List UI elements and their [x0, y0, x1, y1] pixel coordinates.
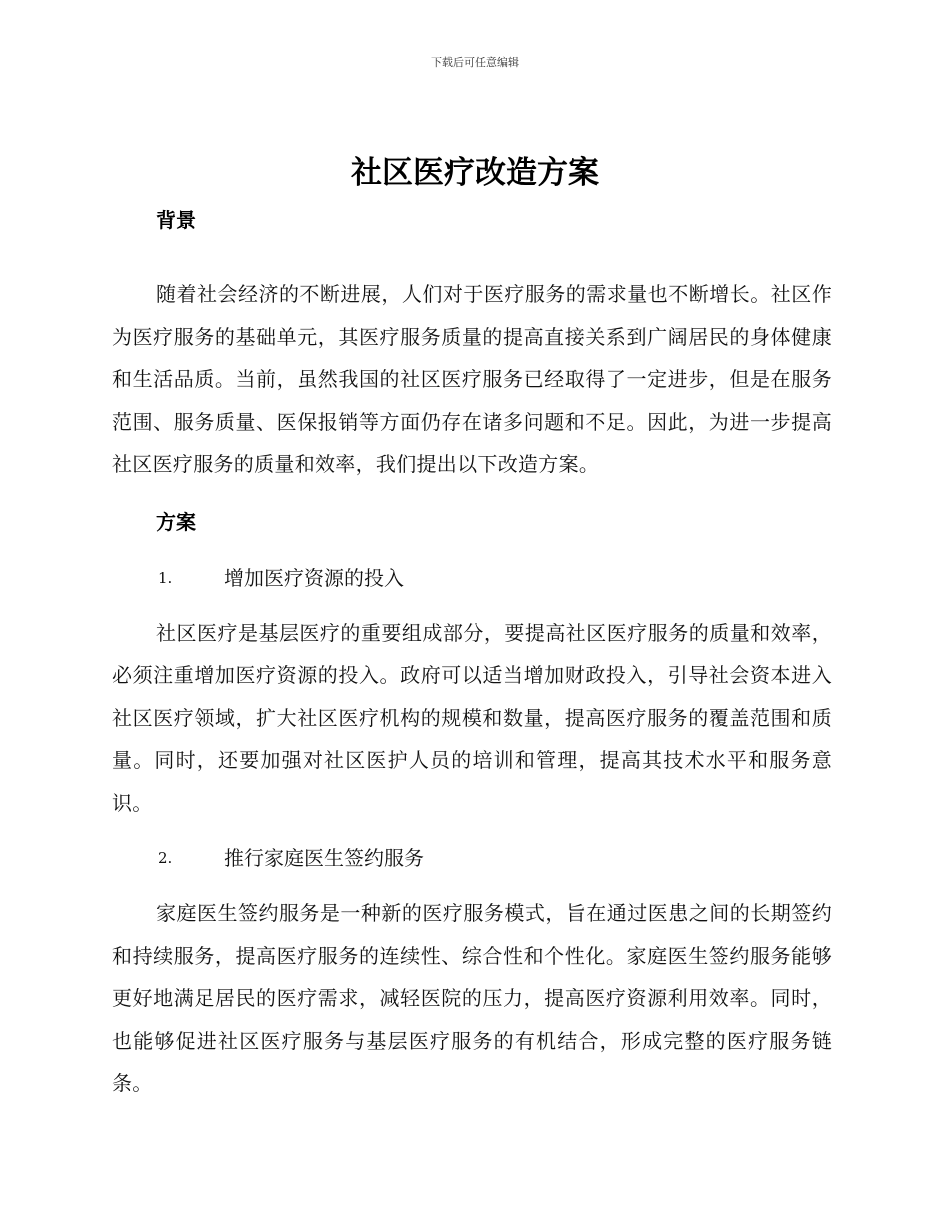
background-paragraph: 随着社会经济的不断进展，人们对于医疗服务的需求量也不断增长。社区作为医疗服务的基础单元，其医疗服务质量的提高直接关系到广阔居民的身体健康和生活品质。当前，虽然我国的社区医疗服务已经取得了一定进步，但是在服务范围、服务质量、医保报销等方面仍存在诸多问题和不足。因此，为进一步提高社区医疗服务的质量和效率，我们提出以下改造方案。 [112, 282, 832, 476]
list-item-1 [112, 558, 832, 598]
plan-item-2-paragraph: 家庭医生签约服务是一种新的医疗服务模式，旨在通过医患之间的长期签约和持续服务，提高医疗服务的连续性、综合性和个性化。家庭医生签约服务能够更好地满足居民的医疗需求，减轻医院的压力，提高医疗资源利用效率。同时，也能够促进社区医疗服务与基层医疗服务的有机结合，形成完整的医疗服务链条。 [112, 901, 832, 1095]
header-note: 下载后可任意编辑 [431, 56, 519, 69]
list-item-title: 增加医疗资源的投入 [224, 565, 404, 590]
list-number: 2. [158, 849, 173, 867]
page-title: 社区医疗改造方案 [351, 155, 599, 191]
section-heading-plan: 方案 [156, 509, 196, 534]
list-item-title: 推行家庭医生签约服务 [224, 846, 424, 870]
plan-item-1-paragraph: 社区医疗是基层医疗的重要组成部分，要提高社区医疗服务的质量和效率，必须注重增加医疗资源的投入。政府可以适当增加财政投入，引导社会资本进入社区医疗领域，扩大社区医疗机构的规模和数量，提高医疗服务的覆盖范围和质量。同时，还要加强对社区医护人员的培训和管理，提高其技术水平和服务意识。 [112, 620, 832, 815]
document-body [112, 200, 832, 1105]
list-item-2 [112, 838, 832, 878]
section-heading-background: 背景 [156, 208, 196, 232]
list-number: 1. [158, 568, 173, 587]
